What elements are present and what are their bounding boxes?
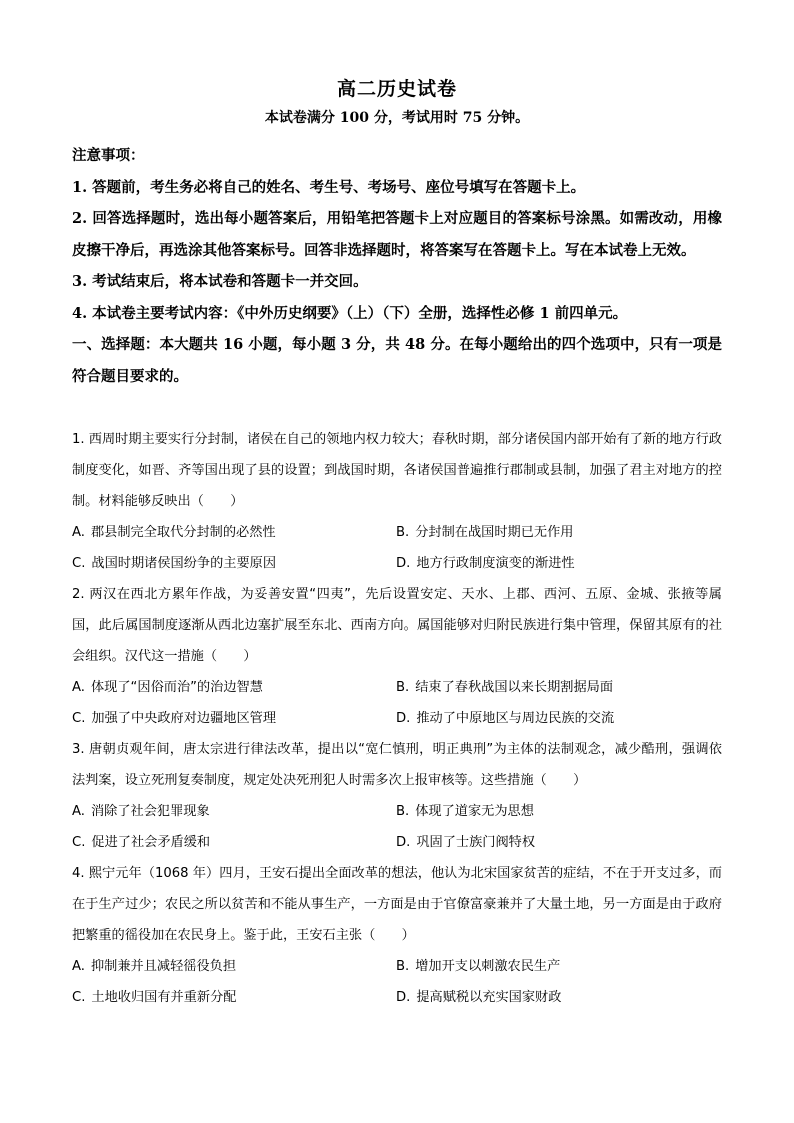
option-text: 增加开支以刺激农民生产	[415, 959, 561, 974]
option-d	[396, 548, 722, 579]
question-2	[72, 579, 722, 734]
question-stem: 1. 西周时期主要实行分封制，诸侯在自己的领地内权力较大；春秋时期，部分诸侯国内部开始有了新的地方行政制度变化，如晋、齐等国出现了县的设置；到战国时期，各诸侯国普遍推行郡制或县制，加强了君主对地方的控制。材料能够反映出（ ）	[72, 432, 722, 509]
option-text: 加强了中央政府对边疆地区管理	[91, 711, 277, 726]
option-b	[396, 796, 722, 827]
option-letter: D.	[396, 556, 411, 571]
option-d	[396, 827, 722, 858]
option-b	[396, 517, 722, 548]
option-letter: B.	[396, 525, 410, 540]
option-text: 地方行政制度演变的渐进性	[416, 556, 575, 571]
note-item: 4. 本试卷主要考试内容：《中外历史纲要》（上）（下）全册，选择性必修 1 前四单元。	[72, 304, 628, 322]
option-text: 推动了中原地区与周边民族的交流	[416, 711, 615, 726]
options-grid	[72, 517, 722, 579]
option-b	[396, 951, 722, 982]
options-grid	[72, 796, 722, 858]
notes-heading: 注意事项：	[72, 147, 145, 164]
option-text: 提高赋税以充实国家财政	[416, 990, 562, 1005]
option-letter: B.	[396, 959, 410, 974]
option-letter: A.	[72, 680, 85, 695]
option-a	[72, 517, 396, 548]
option-c	[72, 703, 396, 734]
page-title: 高二历史试卷	[336, 78, 457, 100]
option-text: 体现了道家无为思想	[415, 804, 534, 819]
option-a	[72, 672, 396, 703]
notes-section	[72, 140, 722, 392]
option-letter: A.	[72, 804, 85, 819]
question-1	[72, 424, 722, 579]
note-item: 3. 考试结束后，将本试卷和答题卡一并交回。	[72, 273, 368, 290]
option-letter: D.	[396, 711, 411, 726]
question-3	[72, 734, 722, 858]
option-d	[396, 703, 722, 734]
question-stem: 3. 唐朝贞观年间，唐太宗进行律法改革，提出以“宽仁慎刑，明正典刑”为主体的法制观念，减少酷刑，强调依法判案，设立死刑复奏制度，规定处决死刑犯人时需多次上报审核等。这些措施（ ）	[72, 742, 722, 788]
option-text: 郡县制完全取代分封制的必然性	[90, 525, 276, 540]
note-item: 2. 回答选择题时，选出每小题答案后，用铅笔把答题卡上对应题目的答案标号涂黑。如需改动，用橡皮擦干净后，再选涂其他答案标号。回答非选择题时，将答案写在答题卡上。写在本试卷上无效。	[72, 210, 722, 259]
option-text: 消除了社会犯罪现象	[90, 804, 210, 819]
option-letter: C.	[72, 711, 86, 726]
option-a	[72, 951, 396, 982]
option-c	[72, 548, 396, 579]
option-letter: D.	[396, 835, 411, 850]
option-text: 巩固了士族门阀特权	[416, 835, 536, 850]
section-heading: 一、选择题：本大题共 16 小题，每小题 3 分，共 48 分。在每小题给出的四个选项中，只有一项是符合题目要求的。	[72, 336, 722, 385]
questions-list	[72, 424, 722, 1013]
option-letter: A.	[72, 959, 85, 974]
option-letter: A.	[72, 525, 85, 540]
note-item: 1. 答题前，考生务必将自己的姓名、考生号、考场号、座位号填写在答题卡上。	[72, 178, 586, 196]
option-text: 战国时期诸侯国纷争的主要原因	[91, 556, 277, 571]
option-b	[396, 672, 722, 703]
options-grid	[72, 951, 722, 1013]
option-letter: C.	[72, 556, 86, 571]
option-text: 分封制在战国时期已无作用	[415, 525, 574, 540]
question-stem: 4. 熙宁元年（1068 年）四月，王安石提出全面改革的想法，他认为北宋国家贫苦的症结，不在于开支过多，而在于生产过少；农民之所以贫苦和不能从事生产，一方面是由于官僚富豪兼并了大量土地，另一方面是由于政府把繁重的徭役加在农民身上。鉴于此，王安石主张（ ）	[72, 866, 722, 943]
option-c	[72, 827, 396, 858]
option-d	[396, 982, 722, 1013]
option-c	[72, 982, 396, 1013]
question-4	[72, 858, 722, 1013]
option-text: 促进了社会矛盾缓和	[91, 835, 211, 850]
options-grid	[72, 672, 722, 734]
option-letter: B.	[396, 804, 410, 819]
question-stem: 2. 两汉在西北方累年作战，为妥善安置“四夷”，先后设置安定、天水、上郡、西河、五原、金城、张掖等属国，此后属国制度逐渐从西北边塞扩展至东北、西南方向。属国能够对归附民族进行集中管理，保留其原有的社会组织。汉代这一措施（ ）	[72, 587, 722, 664]
option-text: 土地收归国有并重新分配	[91, 990, 237, 1005]
option-text: 结束了春秋战国以来长期割据局面	[415, 680, 614, 695]
option-letter: B.	[396, 680, 410, 695]
option-text: 体现了“因俗而治”的治边智慧	[90, 680, 263, 695]
option-letter: D.	[396, 990, 411, 1005]
option-letter: C.	[72, 835, 86, 850]
exam-info: 本试卷满分 100 分，考试用时 75 分钟。	[264, 110, 530, 126]
option-letter: C.	[72, 990, 86, 1005]
option-a	[72, 796, 396, 827]
option-text: 抑制兼并且减轻徭役负担	[90, 959, 237, 974]
